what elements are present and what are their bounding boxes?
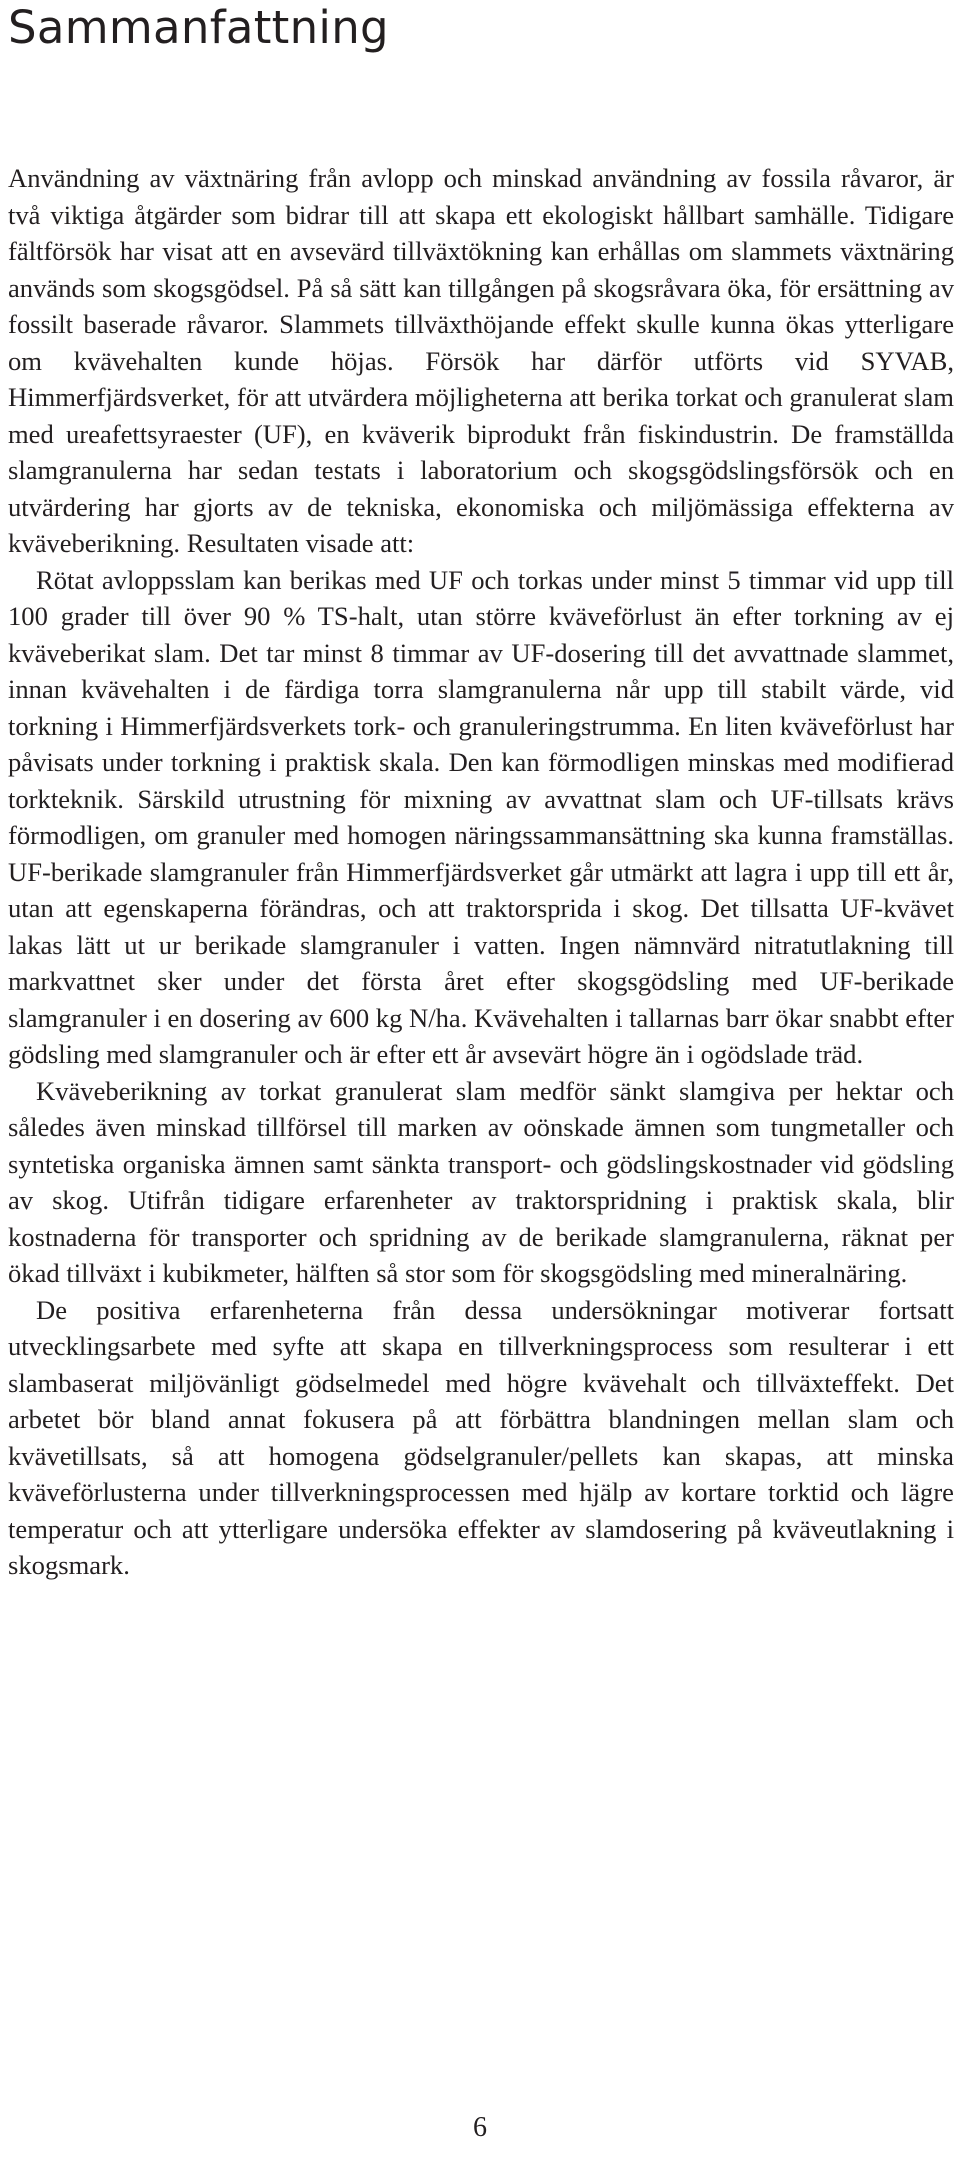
summary-body bbox=[8, 160, 954, 1584]
summary-paragraph-outlook: De positiva erfarenheterna från dessa undersökningar motiverar fortsatt utvecklingsarbete med syfte att skapa en tillverkningsprocess som resulterar i ett slambaserat miljövänligt gödselmedel med högre kvävehalt och tillväxteffekt. Det arbetet bör bland annat fokusera på att förbättra blandningen mellan slam och kvävetillsats, så att homogena gödselgranuler/pellets kan skapas, att minska kväveförlusterna under tillverkningsprocessen med hjälp av kortare torktid och lägre temperatur och att ytterligare undersöka effekter av slamdosering på kväveutlakning i skogsmark. bbox=[8, 1294, 954, 1580]
summary-paragraph-intro: Användning av växtnäring från avlopp och minskad användning av fossila råvaror, är två viktiga åtgärder som bidrar till att skapa ett ekologiskt hållbart samhälle. Tidigare fältförsök har visat att en avsevärd tillväxtökning kan erhållas om slammets växtnäring används som skogsgödsel. På så sätt kan tillgången på skogsråvara öka, för ersättning av fossilt baserade råvaror. Slammets tillväxthöjande effekt skulle kunna ökas ytterligare om kvävehalten kunde höjas. Försök har därför utförts vid SYVAB, Himmerfjärdsverket, för att utvärdera möjligheterna att berika torkat och granulerat slam med ureafettsyraester (UF), en kväverik biprodukt från fiskindustrin. De framställda slamgranulerna har sedan testats i laboratorium och skogsgödslingsförsök och en utvärdering har gjorts av de tekniska, ekonomiska och miljömässiga effekterna av kväveberikning. Resultaten visade att: bbox=[8, 163, 954, 558]
summary-paragraph-costs: Kväveberikning av torkat granulerat slam medför sänkt slamgiva per hektar och således även minskad tillförsel till marken av oönskade ämnen som tungmetaller och syntetiska organiska ämnen samt sänkta transport- och gödslingskostnader vid gödsling av skog. Utifrån tidigare erfarenheter av traktorspridning i praktisk skala, blir kostnaderna för transporter och spridning av de berikade slamgranulerna, räknat per ökad tillväxt i kubikmeter, hälften så stor som för skogsgödsling med mineralnäring. bbox=[8, 1075, 954, 1288]
summary-paragraph-results: Rötat avloppsslam kan berikas med UF och torkas under minst 5 timmar vid upp till 100 grader till över 90 % TS-halt, utan större kväveförlust än efter torkning av ej kväveberikat slam. Det tar minst 8 timmar av UF-dosering till det avvattnade slammet, innan kvävehalten i de färdiga torra slamgranulerna når upp till stabilt värde, vid torkning i Himmerfjärdsverkets tork- och granuleringstrumma. En liten kväveförlust har påvisats under torkning i praktisk skala. Den kan förmodligen minskas med modifierad torkteknik. Särskild utrustning för mixning av avvattnat slam och UF-tillsats krävs förmodligen, om granuler med homogen näringssammansättning ska kunna framställas. UF-berikade slamgranuler från Himmerfjärdsverket går utmärkt att lagra i upp till ett år, utan att egenskaperna förändras, och att traktorsprida i skog. Det tillsatta UF-kvävet lakas lätt ut ur berikade slamgranuler i vatten. Ingen nämnvärd nitratutlakning till markvattnet sker under det första året efter skogsgödsling med UF-berikade slamgranuler i en dosering av 600 kg N/ha. Kvävehalten i tallarnas barr ökar snabbt efter gödsling med slamgranuler och är efter ett år avsevärt högre än i ogödslade träd. bbox=[8, 564, 954, 1069]
page-number: 6 bbox=[473, 2112, 487, 2143]
page-title: Sammanfattning bbox=[8, 1, 389, 54]
